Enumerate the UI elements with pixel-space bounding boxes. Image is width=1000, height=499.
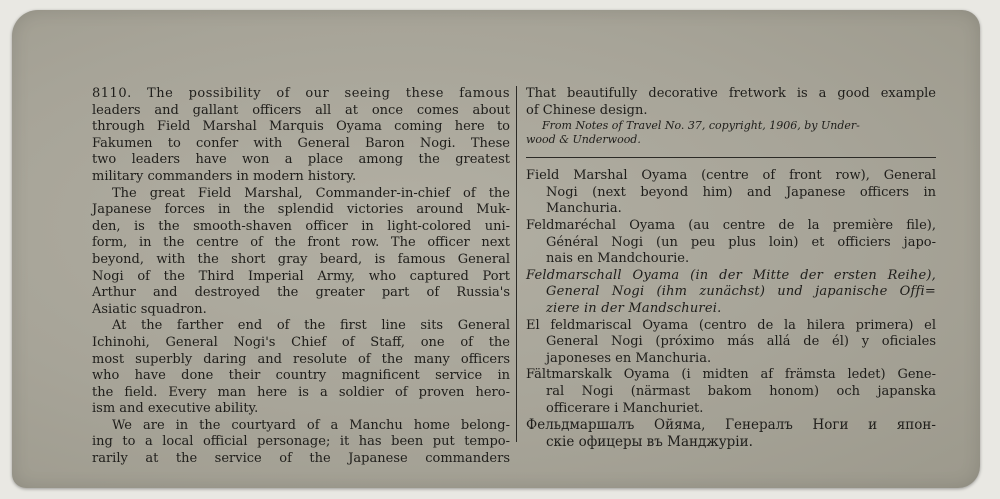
caption-spanish: El feldmariscal Oyama (centro de la hilera primera) el (526, 317, 936, 333)
text-line: At the farther end of the first line sits General (112, 318, 510, 334)
caption-russian: скіе офицеры въ Манджуріи. (546, 433, 753, 450)
text-line: The great Field Marshal, Commander-in-chief of the (112, 185, 510, 201)
column-divider (516, 86, 517, 442)
text-line: den, is the smooth-shaven officer in light-colored uni- (92, 218, 510, 234)
text-line: Japanese forces in the splendid victories around Muk- (92, 202, 510, 218)
caption-french: Général Nogi (un peu plus loin) et officiers japo- (546, 234, 936, 250)
caption-russian: Фельдмаршалъ Ойяма, Генералъ Ноги и япон- (526, 417, 936, 434)
copyright-credit: wood & Underwood. (526, 133, 641, 147)
text-line: Ichinohi, General Nogi's Chief of Staff, one of the (92, 334, 510, 350)
text-line: rarily at the service of the Japanese commanders (92, 451, 510, 467)
text-line: who have done their country magnificent service in (92, 368, 510, 384)
text-line: two leaders have won a place among the greatest (92, 152, 510, 168)
horizontal-rule (526, 157, 936, 158)
caption-german: ziere in der Mandschurei. (546, 300, 722, 316)
text-line: We are in the courtyard of a Manchu home belong- (112, 417, 510, 433)
caption-spanish: General Nogi (próximo más allá de él) y oficiales (546, 334, 936, 350)
text-line: beyond, with the short gray beard, is famous General (92, 251, 510, 267)
text-line: through Field Marshal Marquis Oyama coming here to (92, 119, 510, 135)
text-line: military commanders in modern history. (92, 168, 357, 184)
stereograph-card (12, 10, 980, 488)
caption-english: Nogi (next beyond him) and Japanese officers in (546, 184, 936, 200)
caption-column (526, 86, 936, 450)
caption-swedish: Fältmarskalk Oyama (i midten af främsta ledet) Gene- (526, 367, 936, 383)
caption-swedish: officerare i Manchuriet. (546, 400, 704, 416)
copyright-credit: From Notes of Travel No. 37, copyright, 1906, by Under- (542, 119, 860, 133)
text-line: ing to a local official personage; it has been put tempo- (92, 434, 510, 450)
text-line: form, in the centre of the front row. The officer next (92, 235, 510, 251)
description-column (92, 86, 510, 468)
caption-english: Field Marshal Oyama (centre of front row), General (526, 168, 936, 184)
text-line: Nogi of the Third Imperial Army, who captured Port (92, 268, 510, 284)
text-line: Asiatic squadron. (92, 301, 207, 317)
text-line: the field. Every man here is a soldier of proven hero- (92, 384, 510, 400)
text-line: 8110. The possibility of our seeing these famous (92, 86, 510, 101)
caption-english: Manchuria. (546, 201, 622, 217)
caption-spanish: japoneses en Manchuria. (546, 350, 712, 366)
text-line: of Chinese design. (526, 102, 648, 118)
caption-french: Feldmaréchal Oyama (au centre de la première file), (526, 217, 936, 233)
text-line: most superbly daring and resolute of the many officers (92, 351, 510, 367)
caption-german: Feldmarschall Oyama (in der Mitte der ersten Reihe), (526, 267, 936, 283)
text-line: Fakumen to confer with General Baron Nogi. These (92, 135, 510, 151)
text-line: ism and executive ability. (92, 401, 259, 417)
text-line: That beautifully decorative fretwork is a good example (526, 86, 936, 101)
caption-swedish: ral Nogi (närmast bakom honom) och japanska (546, 383, 936, 399)
text-line: Arthur and destroyed the greater part of Russia's (92, 285, 510, 301)
caption-french: nais en Mandchourie. (546, 251, 690, 267)
text-line: leaders and gallant officers all at once comes about (92, 102, 510, 118)
caption-german: General Nogi (ihm zunächst) und japanische Offi= (546, 284, 936, 300)
